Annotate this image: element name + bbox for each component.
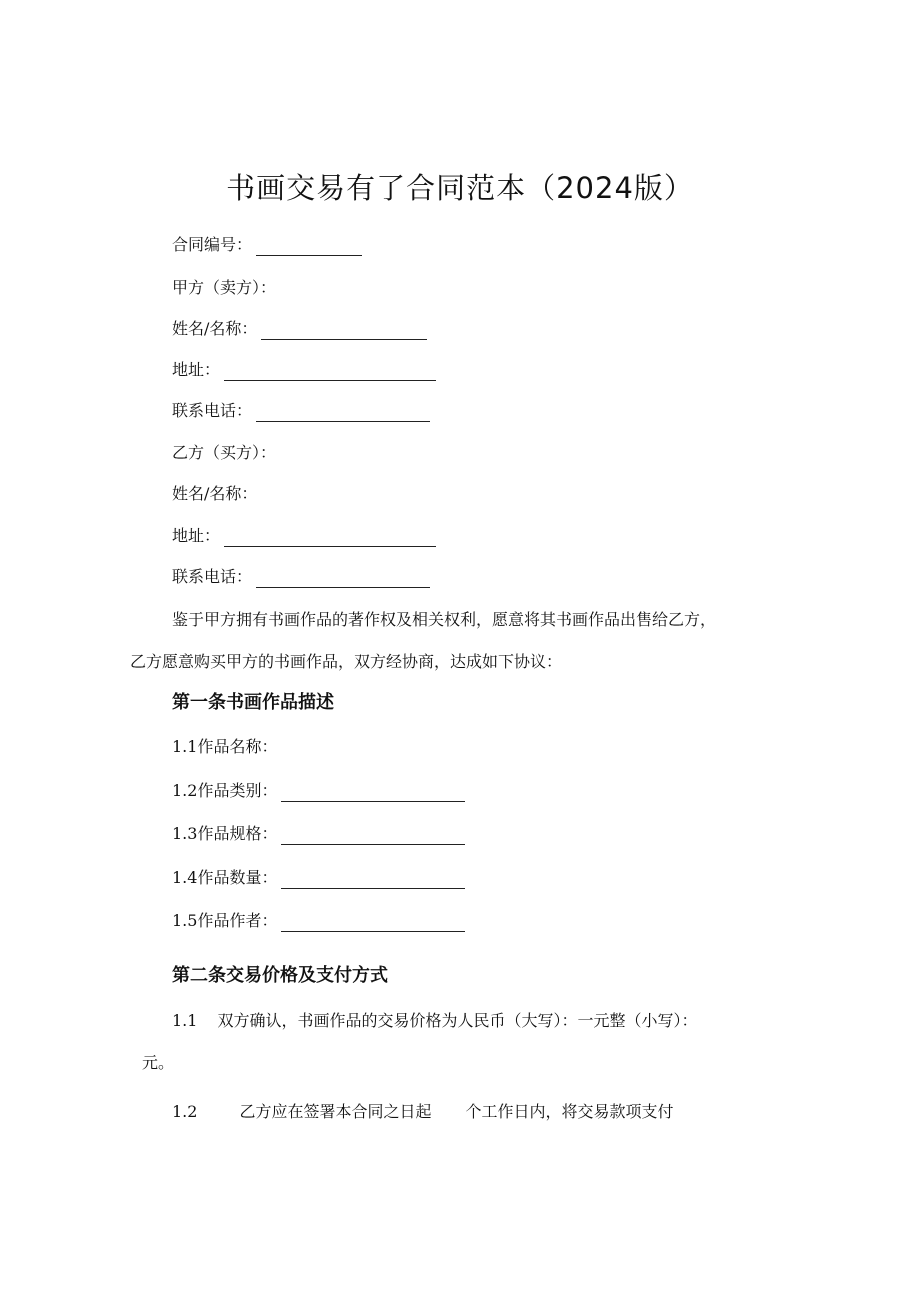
party-b-phone-field[interactable] [256,570,430,588]
clause-2-1-text: 双方确认，书画作品的交易价格为人民币（大写）：一元整（小写）： [217,1011,698,1030]
work-author-field[interactable] [281,914,465,932]
clause-2-2-text-b: 个工作日内，将交易款项支付 [465,1102,674,1121]
document-title: 书画交易有了合同范本（2024版） [226,171,694,205]
clause-2-2-number: 1.2 [172,1102,198,1121]
contract-number-label: 合同编号： [172,235,253,254]
party-a-phone-field[interactable] [256,404,430,422]
work-spec-field[interactable] [281,827,465,845]
article1-item [172,736,277,758]
intro-paragraph-line1: 鉴于甲方拥有书画作品的著作权及相关权利，愿意将其书画作品出售给乙方， [172,610,717,629]
work-quantity-field[interactable] [281,871,465,889]
party-a-address-label: 地址： [172,360,221,379]
work-category-field[interactable] [281,784,465,802]
work-category-label: 1.2作品类别： [172,781,278,800]
article1-item [172,780,465,802]
party-b-phone-row [172,566,430,588]
party-a-name-label: 姓名/名称： [172,319,258,338]
party-a-label: 甲方（卖方）： [172,278,277,297]
article1-item [172,823,465,845]
party-b-address-label: 地址： [172,526,221,545]
party-a-name-field[interactable] [261,322,427,340]
article1-heading: 第一条书画作品描述 [172,692,334,713]
party-b-name-row [172,483,257,505]
party-b-label: 乙方（买方）： [172,443,277,462]
party-a-address-row [172,359,436,381]
contract-number-row [172,234,362,256]
clause-2-2-text-a: 乙方应在签署本合同之日起 [239,1102,432,1121]
party-a-address-field[interactable] [224,363,436,381]
contract-number-field[interactable] [256,238,362,256]
party-b-phone-label: 联系电话： [172,567,253,586]
party-b-address-field[interactable] [224,529,436,547]
party-b-address-row [172,525,436,547]
intro-paragraph-line2: 乙方愿意购买甲方的书画作品，双方经协商，达成如下协议： [130,652,563,671]
party-a-name-row [172,318,427,340]
work-author-label: 1.5作品作者： [172,911,278,930]
clause-2-1 [172,1010,697,1032]
article1-item [172,867,465,889]
clause-2-1-number: 1.1 [172,1011,198,1030]
party-b-name-label: 姓名/名称： [172,484,258,503]
party-a-phone-row [172,400,430,422]
party-a-heading [172,277,276,299]
work-spec-label: 1.3作品规格： [172,824,278,843]
work-quantity-label: 1.4作品数量： [172,868,278,887]
party-a-phone-label: 联系电话： [172,401,253,420]
clause-2-1-continuation: 元。 [142,1053,175,1072]
clause-2-2 [172,1101,673,1123]
article1-item [172,910,465,932]
article2-heading: 第二条交易价格及支付方式 [172,965,388,986]
work-name-label: 1.1作品名称： [172,737,278,756]
party-b-heading [172,442,276,464]
